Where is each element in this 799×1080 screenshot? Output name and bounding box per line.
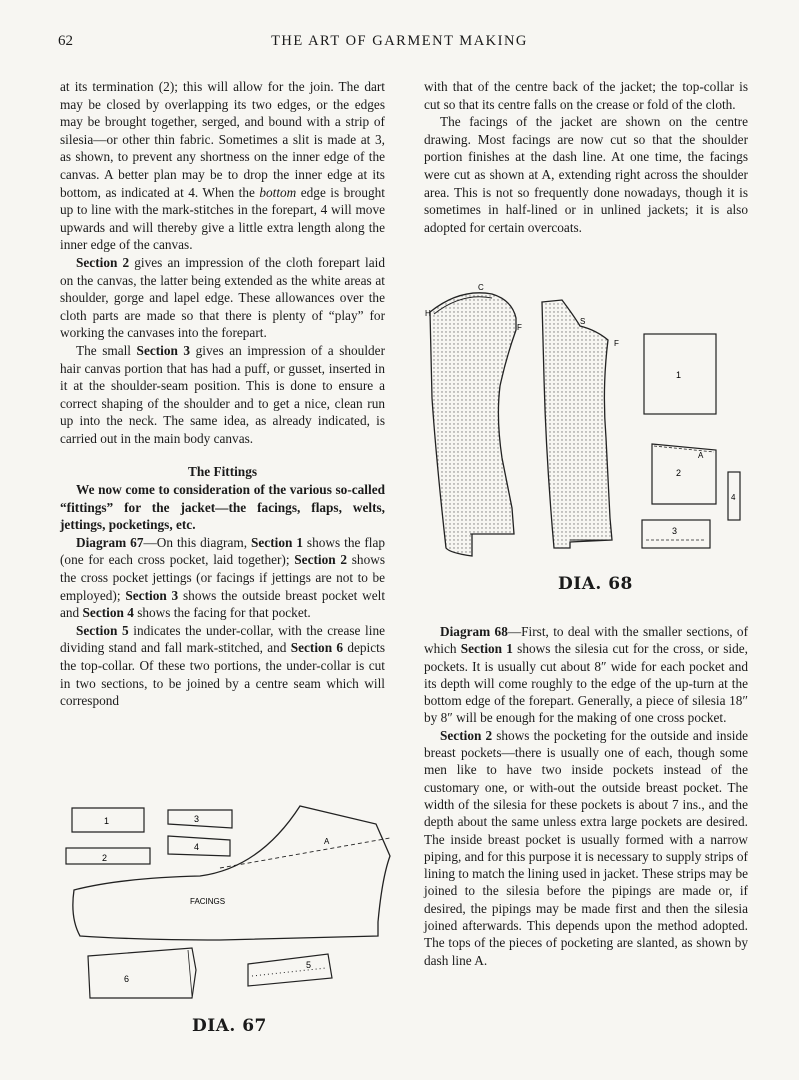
paragraph: Section 2 gives an impression of the cloth forepart laid on the canvas, the latter being extended as the white areas at shoulder, gorge and lapel edge. These allowances over the cloth parts are made so that there is plenty of “play” for working the canvases into the forepart. [60,254,385,341]
label-s: S [580,317,586,326]
label-5: 5 [306,960,312,970]
section-2-jetting [66,848,150,864]
label-a: A [324,837,330,846]
diagram-68-drawing [420,278,760,568]
label-6: 6 [124,974,130,984]
label-facings: FACINGS [190,897,226,906]
paragraph: with that of the centre back of the jacket; the top-collar is cut so that its centre falls on the crease or fold of the cloth. [424,79,748,112]
label-3: 3 [194,814,200,824]
diagram-68 [420,278,760,568]
paragraph: Section 5 indicates the under-collar, with the crease line dividing stand and fall mark-stitched, and Section 6 depicts the top-collar. Of these two portions, the under-collar is cut in two sections, to be joined by a centre seam which will correspond [60,622,385,709]
label-f: F [517,323,522,332]
diagram-67 [60,798,400,1014]
facing-shape [542,300,612,548]
paragraph: The small Section 3 gives an impression of a shoulder hair canvas portion that has had a puff, or gusset, inserted in it at the shoulder-seam position. This is done to ensure a correct shaping of the shoulder and to get a nice, clean run up into the neck. The same idea, as already indicated, is carried out in the main body canvas. [60,342,385,446]
label-1: 1 [676,370,682,380]
paragraph: Diagram 67—On this diagram, Section 1 shows the flap (one for each cross pocket, laid together); Section 2 shows the cross pocket jettings (or facings if jettings are not to be employed); Section 3 shows the outside breast pocket welt and Section 4 shows the facing for that pocket. [60,534,386,621]
section-6-topcollar [88,948,196,998]
section-3-welt [168,810,232,828]
label-c: C [478,283,484,292]
page-header [0,33,799,53]
label-3: 3 [672,526,678,536]
label-4: 4 [731,493,736,502]
section-5-undercollar [248,954,332,986]
diagram-67-caption: DIA. 67 [192,1016,267,1036]
label-h: H [425,309,431,318]
page-number: 62 [58,33,73,49]
dash-line-a [220,838,390,868]
paragraph: The facings of the jacket are shown on the centre drawing. Most facings are now cut so that the shoulder portion finishes at the dash line. At one time, the facings were cut as shown at A, extending right across the shoulder area. This is not so frequently done nowadays, though it is sometimes in half-lined or in unlined jackets; it is also adopted for certain overcoats. [424,114,748,235]
label-1: 1 [104,816,110,826]
crease-line [252,968,326,976]
left-column [60,78,385,710]
paragraph: Diagram 68—First, to deal with the smaller sections, of which Section 1 shows the silesia cut for the cross, or side, pockets. It is usually cut about 8″ wide for each pocket and its depth will come roughly to the edge of the up-turn at the bottom edge of the forepart. Generally, a piece of silesia 18″ by 8″ will be enough for the making of one cross pocket. [424,624,748,726]
paragraph: at its termination (2); this will allow for the join. The dart may be closed by overlapping its two edges, or the edges may be brought together, serged, and bound with a strip of silesia—or other thin fabric. Sometimes a slit is made at 3, as shown, to prevent any shortness on the inner edge of the canvas. A better plan may be to drop the inner edge at its bottom, as indicated at 4. When the bottom edge is brought up to line with the mark-stitches in the forepart, 4 will move upwards and will thereby give a little extra length along the inner edge of the canvas. [60,79,385,253]
label-f2: F [614,339,619,348]
section-heading: The Fittings [187,464,258,480]
right-column-lower [424,623,748,969]
section-2-shape [652,444,716,504]
label-4: 4 [194,842,200,852]
paragraph: Section 2 shows the pocketing for the outside and inside breast pockets—there is usually one of each, though some men like to have two inside pockets instead of the customary one, or with-out the outside breast pocket. The width of the silesia for these pockets is about 7 ins., and the depth about the same unless extra large pockets are desired. The inside breast pocket is usually formed with a narrow piping, and for this purpose it is necessary to supply strips of lining to match the lining used in jacket. These strips may be joined to the silesia before the pipings are made or, if desired, the pipings may be made first and then the silesia joined afterwards. This depends upon the method adopted. The tops of the pieces of pocketing are slanted, as shown by dash line A. [424,727,748,968]
label-a: A [698,451,704,460]
running-title: THE ART OF GARMENT MAKING [271,33,528,49]
label-2: 2 [102,853,108,863]
label-2: 2 [676,468,682,478]
right-column [424,78,748,236]
forepart-canvas-shape [430,293,516,556]
diagram-68-caption: DIA. 68 [558,574,633,594]
section-intro: We now come to consideration of the various so-called “fittings” for the jacket—the facings, flaps, welts, jettings, pocketings, etc. [60,482,385,533]
diagram-67-drawing [60,798,400,1014]
